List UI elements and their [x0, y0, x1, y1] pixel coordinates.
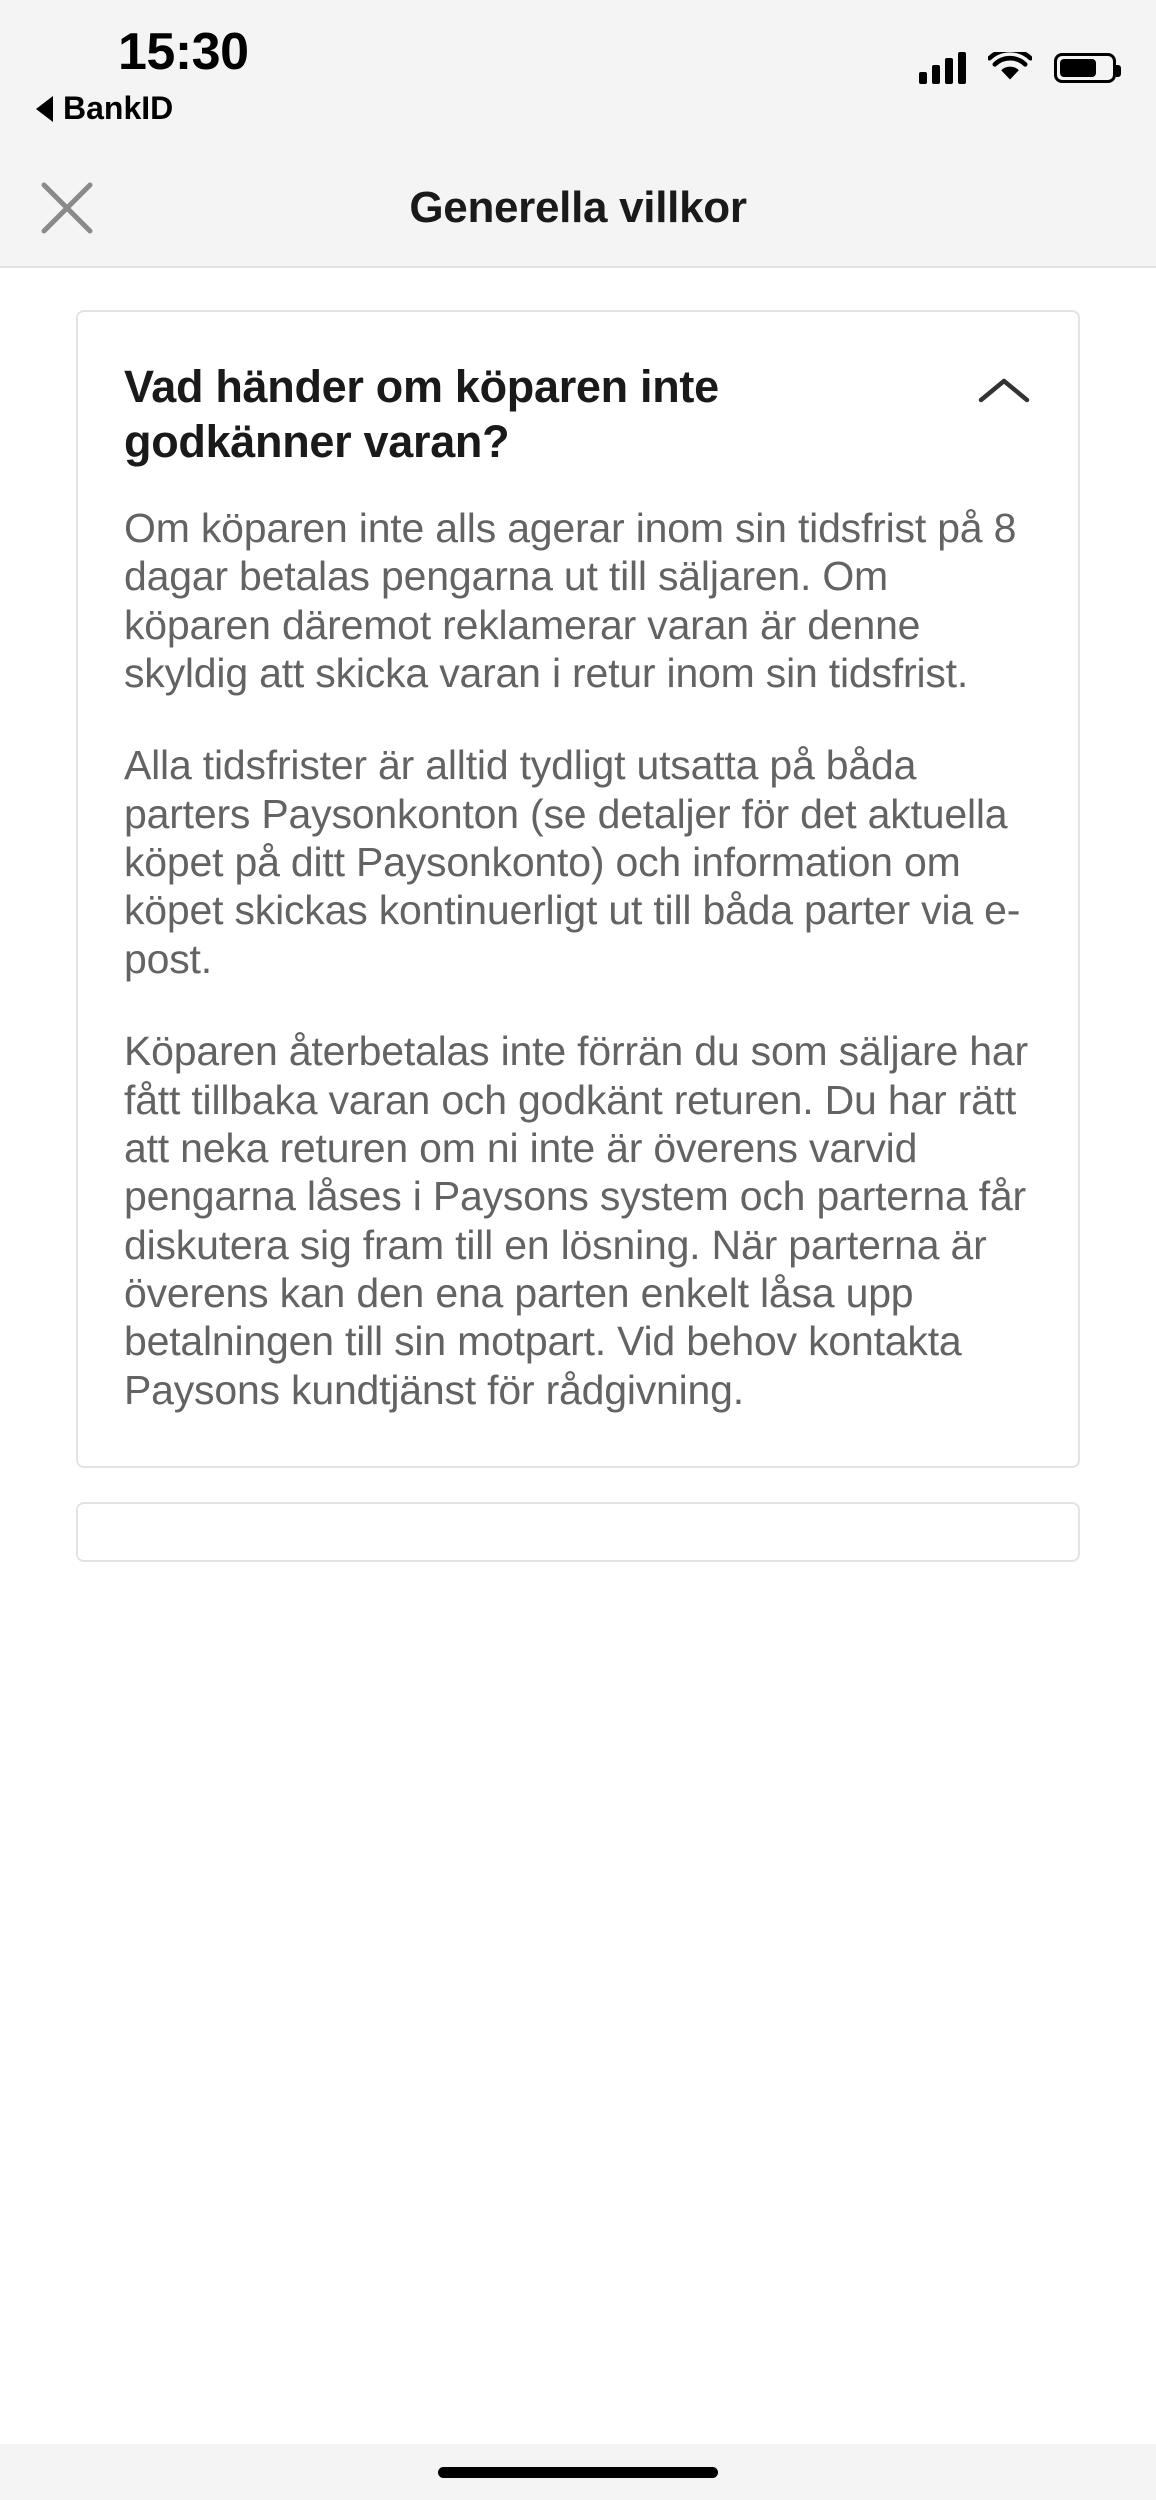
accordion-paragraph: Om köparen inte alls agerar inom sin tidsfrist på 8 dagar betalas pengarna ut till säljaren. Om köparen däremot reklamerar varan är denne skyldig att skicka varan i retur inom sin tidsfrist.	[124, 504, 1017, 696]
terms-content	[0, 268, 1156, 2500]
accordion-card	[76, 310, 1080, 1468]
home-bar-area	[0, 2444, 1156, 2500]
back-to-app-button[interactable]	[36, 90, 173, 127]
navigation-bar	[0, 150, 1156, 268]
status-indicators	[919, 52, 1116, 84]
chevron-up-icon[interactable]	[976, 374, 1032, 408]
status-bar	[0, 0, 1156, 150]
page-title: Generella villkor	[409, 183, 747, 232]
accordion-title: Vad händer om köparen inte godkänner varan?	[124, 361, 719, 467]
triangle-left-icon	[36, 96, 53, 122]
status-time: 15:30	[118, 23, 249, 81]
battery-icon	[1054, 53, 1116, 83]
accordion-body	[124, 504, 1032, 1414]
home-indicator[interactable]	[438, 2467, 718, 2478]
back-to-app-label: BankID	[63, 90, 174, 126]
next-accordion-card[interactable]	[76, 1502, 1080, 1562]
accordion-header[interactable]	[124, 360, 1032, 470]
accordion-paragraph: Köparen återbetalas inte förrän du som säljare har fått tillbaka varan och godkänt returen. Du har rätt att neka returen om ni inte är överens varvid pengarna låses i Paysons system och parterna får diskutera sig fram till en lösning. När parterna är överens kan den ena parten enkelt låsa upp betalningen till sin motpart. Vid behov kontakta Paysons kundtjänst för rådgivning.	[124, 1028, 1028, 1413]
cellular-signal-icon	[919, 52, 966, 84]
accordion-paragraph: Alla tidsfrister är alltid tydligt utsatta på båda parters Paysonkonton (se detaljer för det aktuella köpet på ditt Paysonkonto) och information om köpet skickas kontinuerligt ut till båda parter via e-post.	[124, 742, 1021, 982]
wifi-icon	[988, 52, 1032, 84]
